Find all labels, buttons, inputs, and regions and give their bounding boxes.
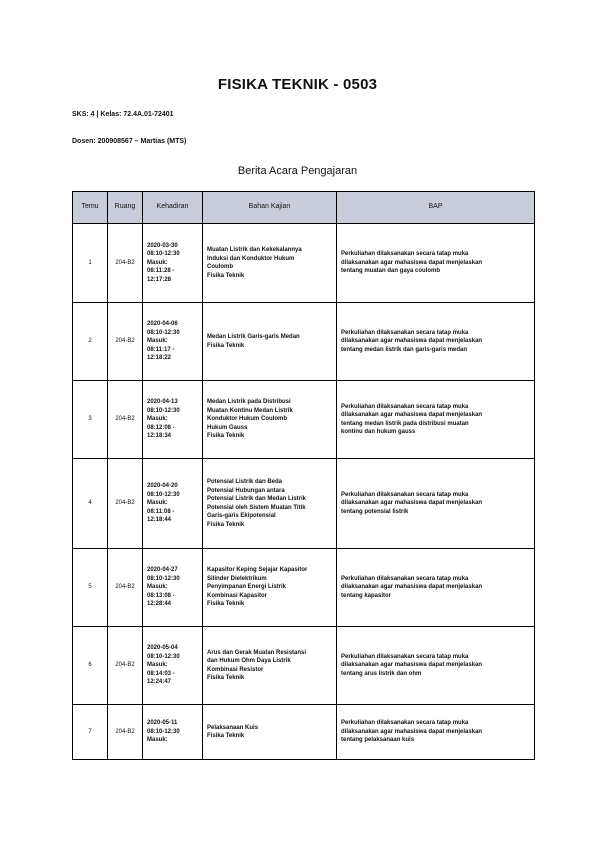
header-bap: BAP bbox=[337, 192, 535, 224]
cell-bahan-kajian: Potensial Listrik dan Beda Potensial Hubungan antara Potensial Listrik dan Medan Listrik Potensial oleh Sistem Muatan Titik Garis-garis Ekipotensial Fisika Teknik bbox=[207, 479, 307, 528]
cell-kehadiran: 2020-03-30 08:10-12:30 Masuk: 08:11:28 - 12:17:28 bbox=[147, 242, 180, 283]
header-bahan-kajian: Bahan Kajian bbox=[203, 192, 337, 224]
cell-temu: 4 bbox=[73, 459, 108, 549]
cell-kehadiran: 2020-04-27 08:10-12:30 Masuk: 08:13:08 - 12:28:44 bbox=[147, 567, 180, 608]
course-info: SKS: 4 | Kelas: 72.4A.01-72401 bbox=[72, 111, 174, 118]
cell-temu: 7 bbox=[73, 705, 108, 760]
cell-ruang: 204-B2 bbox=[108, 549, 143, 627]
cell-bahan-kajian: Kapasitor Keping Sejajar Kapasitor Silinder Dielektrikum Penyimpanan Energi Listrik Kombinasi Kapasitor Fisika Teknik bbox=[207, 567, 308, 608]
cell-bahan-kajian: Pelaksanaan Kuis Fisika Teknik bbox=[207, 724, 259, 739]
cell-bap: Perkuliahan dilaksanakan secara tatap muka dilaksanakan agar mahasiswa dapat menjelaskan tentang arus listrik dan ohm bbox=[341, 653, 483, 677]
cell-kehadiran: 2020-05-11 08:10-12:30 Masuk: bbox=[147, 720, 180, 744]
cell-bap: Perkuliahan dilaksanakan secara tatap muka dilaksanakan agar mahasiswa dapat menjelaskan tentang medan listrik pada distribusi muatan kontinu dan hukum gauss bbox=[341, 403, 483, 435]
cell-ruang: 204-B2 bbox=[108, 627, 143, 705]
cell-ruang: 204-B2 bbox=[108, 224, 143, 303]
table-row bbox=[73, 627, 535, 705]
header-ruang: Ruang bbox=[108, 192, 143, 224]
cell-kehadiran: 2020-04-20 08:10-12:30 Masuk: 08:11:08 - 12:18:44 bbox=[147, 483, 180, 524]
cell-bap: Perkuliahan dilaksanakan secara tatap muka dilaksanakan agar mahasiswa dapat menjelaskan tentang medan listrik dan garis-garis medan bbox=[341, 329, 483, 353]
lecturer-info: Dosen: 200908567 – Martias (MTS) bbox=[72, 138, 187, 145]
cell-bahan-kajian: Arus dan Gerak Muatan Resistansi dan Hukum Ohm Daya Listrik Kombinasi Resistor Fisika Teknik bbox=[207, 649, 307, 681]
cell-bahan-kajian: Medan Listrik Garis-garis Medan Fisika Teknik bbox=[207, 334, 300, 349]
table-row bbox=[73, 224, 535, 303]
cell-bahan-kajian: Medan Listrik pada Distribusi Muatan Kontinu Medan Listrik Konduktor Hukum Coulomb Hukum Gauss Fisika Teknik bbox=[207, 399, 293, 440]
cell-kehadiran: 2020-05-04 08:10-12:30 Masuk: 08:14:03 - 12:24:47 bbox=[147, 645, 180, 686]
cell-temu: 1 bbox=[73, 224, 108, 303]
cell-temu: 2 bbox=[73, 303, 108, 381]
cell-ruang: 204-B2 bbox=[108, 381, 143, 459]
table-row bbox=[73, 303, 535, 381]
section-title: Berita Acara Pengajaran bbox=[237, 165, 358, 177]
cell-temu: 5 bbox=[73, 549, 108, 627]
cell-temu: 6 bbox=[73, 627, 108, 705]
cell-bap: Perkuliahan dilaksanakan secara tatap muka dilaksanakan agar mahasiswa dapat menjelaskan tentang kapasitor bbox=[341, 575, 483, 599]
table-row bbox=[73, 381, 535, 459]
header-temu: Temu bbox=[73, 192, 108, 224]
attendance-table bbox=[72, 191, 535, 760]
page-title: FISIKA TEKNIK - 0503 bbox=[217, 76, 378, 93]
cell-kehadiran: 2020-04-06 08:10-12:30 Masuk: 08:11:17 - 12:18:22 bbox=[147, 321, 180, 362]
cell-ruang: 204-B2 bbox=[108, 459, 143, 549]
table-row bbox=[73, 549, 535, 627]
cell-kehadiran: 2020-04-13 08:10-12:30 Masuk: 08:12:08 - 12:18:34 bbox=[147, 399, 180, 440]
cell-bap: Perkuliahan dilaksanakan secara tatap muka dilaksanakan agar mahasiswa dapat menjelaskan tentang muatan dan gaya coulomb bbox=[341, 251, 483, 275]
cell-temu: 3 bbox=[73, 381, 108, 459]
cell-bap: Perkuliahan dilaksanakan secara tatap muka dilaksanakan agar mahasiswa dapat menjelaskan tentang pelaksanaan kuis bbox=[341, 720, 483, 744]
header-kehadiran: Kehadiran bbox=[143, 192, 203, 224]
cell-bap: Perkuliahan dilaksanakan secara tatap muka dilaksanakan agar mahasiswa dapat menjelaskan tentang potensial listrik bbox=[341, 491, 483, 515]
table-row bbox=[73, 705, 535, 760]
table-row bbox=[73, 459, 535, 549]
table-header-row bbox=[73, 192, 535, 224]
cell-ruang: 204-B2 bbox=[108, 705, 143, 760]
cell-ruang: 204-B2 bbox=[108, 303, 143, 381]
cell-bahan-kajian: Muatan Listrik dan Kekekalannya Induksi dan Konduktor Hukum Coulomb Fisika Teknik bbox=[207, 247, 302, 279]
